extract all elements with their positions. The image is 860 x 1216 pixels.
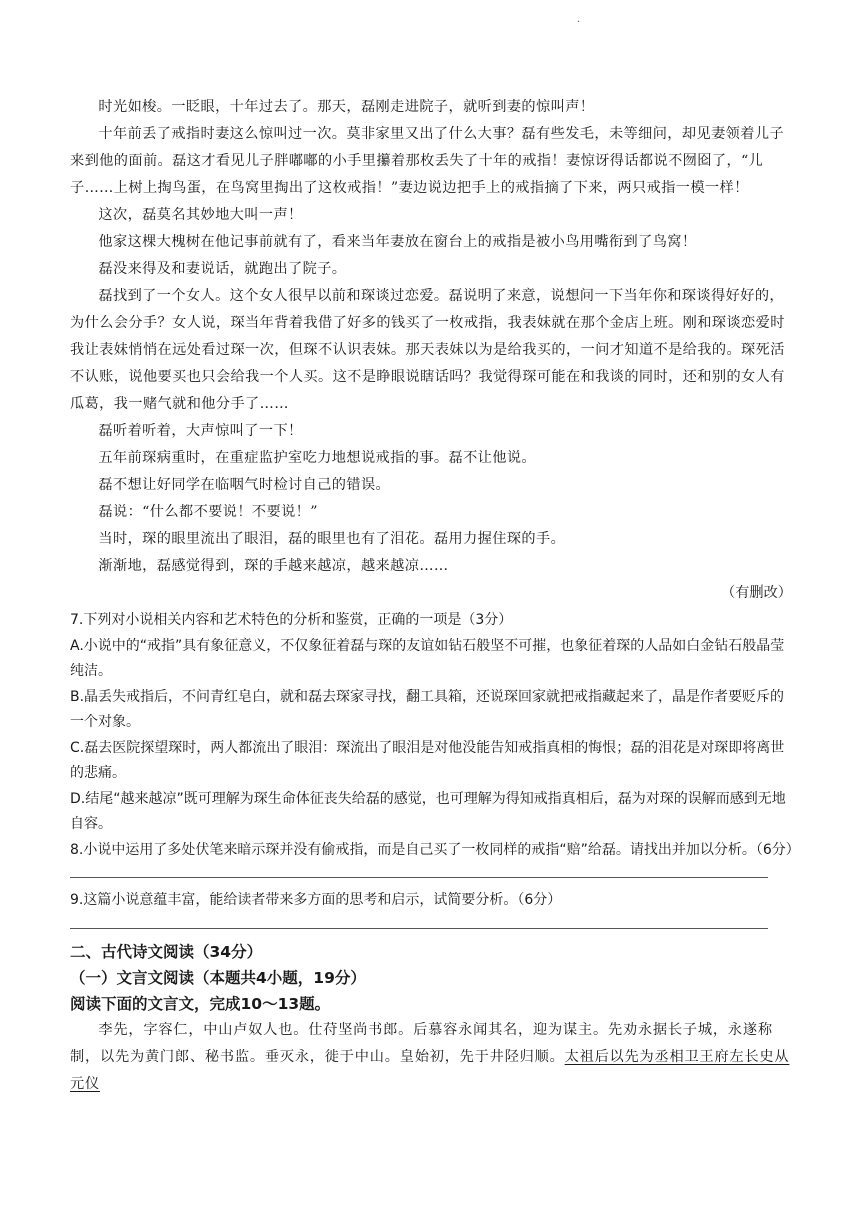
question-7-option-d[interactable]: D.结尾“越来越凉”既可理解为琛生命体征丧失给磊的感觉，也可理解为得知戒指真相后，磊为对琛的误解而感到无地自容。 (70, 790, 786, 832)
story-paragraph: 磊不想让好同学在临咽气时检讨自己的错误。 (98, 477, 391, 493)
question-9: 9.这篇小说意蕴丰富，能给读者带来多方面的思考和启示，试简要分析。（6分） (70, 892, 562, 908)
story-paragraph: 磊找到了一个女人。这个女人很早以前和琛谈过恋爱。磊说明了来意，说想问一下当年你和琛谈得好好的，为什么会分手？女人说，琛当年背着我借了好多的钱买了一枚戒指，我表妹就在那个金店上班。刚和琛谈恋爱时我让表妹悄悄在远处看过琛一次，但琛不认识表妹。那天表妹以为是给我买的，一问才知道不是给我的。琛死活不认账，说他要买也只会给我一个人买。这不是睁眼说瞎话吗？我觉得琛可能在和我谈的同时，还和别的女人有瓜葛，我一赌气就和他分手了…… (70, 288, 785, 412)
question-8: 8.小说中运用了多处伏笔来暗示琛并没有偷戒指，而是自己买了一枚同样的戒指“赔”给磊。请找出并加以分析。（6分） (70, 841, 800, 858)
story-paragraph: 磊没来得及和妻说话，就跑出了院子。 (98, 261, 347, 277)
question-7-option-a[interactable]: A.小说中的“戒指”具有象征意义，不仅象征着磊与琛的友谊如钻石般坚不可摧，也象征着琛的人品如白金钻石般晶莹纯洁。 (70, 637, 785, 679)
classical-text-part: 李先，字容仁，中山卢奴人也。仕苻坚尚书郎。后慕容永闻其名，迎为谋主。先劝永据长子城，永遂称制，以先为黄门郎、秘书监。垂灭永，徙于中山。皇始初，先于井陉归顺。 (70, 1021, 773, 1065)
story-paragraph: 磊听着听着，大声惊叫了一下！ (98, 423, 303, 439)
story-paragraph: 时光如梭。一眨眼，十年过去了。那天，磊刚走进院子，就听到妻的惊叫声！ (98, 99, 595, 115)
section-classical-reading (70, 939, 794, 1098)
story-paragraph: 当时，琛的眼里流出了眼泪，磊的眼里也有了泪花。磊用力握住琛的手。 (98, 531, 566, 547)
reading-instruction: 阅读下面的文言文，完成10～13题。 (70, 994, 331, 1013)
story-paragraph: 十年前丢了戒指时妻这么惊叫过一次。莫非家里又出了什么大事？磊有些发毛，未等细问，却见妻领着儿子来到他的面前。磊这才看见儿子胖嘟嘟的小手里攥着那枚丢失了十年的戒指！妻惊讶得话都说不囫囵了，“儿子……上树上掏鸟蛋，在鸟窝里掏出了这枚戒指！”妻边说边把手上的戒指摘了下来，两只戒指一模一样！ (70, 126, 785, 196)
source-note: （有删改） (721, 585, 792, 601)
story-paragraph: 磊说：“什么都不要说！不要说！” (98, 504, 318, 520)
answer-line-q8[interactable] (70, 863, 768, 878)
story-paragraph: 他家这棵大槐树在他记事前就有了，看来当年妻放在窗台上的戒指是被小鸟用嘴衔到了鸟窝！ (98, 234, 697, 250)
section-heading: 二、古代诗文阅读（34分） (70, 942, 263, 961)
story-paragraph: 渐渐地，磊感觉得到，琛的手越来越凉，越来越凉…… (98, 558, 449, 574)
story-paragraph: 这次，磊莫名其妙地大叫一声！ (98, 207, 303, 223)
sub-section-heading: （一）文言文阅读（本题共4小题，19分） (70, 968, 366, 987)
story-body (70, 94, 792, 607)
story-paragraph: 五年前琛病重时，在重症监护室吃力地想说戒指的事。磊不让他说。 (98, 450, 537, 466)
question-7-option-c[interactable]: C.磊去医院探望琛时，两人都流出了眼泪：琛流出了眼泪是对他没能告知戒指真相的悔恨；磊的泪花是对琛即将离世的悲痛。 (70, 739, 785, 781)
classical-text (70, 1017, 794, 1098)
underlined-sentence: 太祖后以先为丞相卫王府左长史从元仪 (70, 1048, 790, 1092)
question-7-option-b[interactable]: B.晶丢失戒指后，不问青红皂白，就和磊去琛家寻找，翻工具箱，还说琛回家就把戒指藏起来了，晶是作者要贬斥的一个对象。 (70, 688, 785, 730)
questions-block (70, 608, 800, 1098)
question-7-stem: 7.下列对小说相关内容和艺术特色的分析和鉴赏，正确的一项是（3分） (70, 612, 513, 628)
header-dot: . (577, 14, 581, 25)
answer-line-q9[interactable] (70, 914, 768, 929)
